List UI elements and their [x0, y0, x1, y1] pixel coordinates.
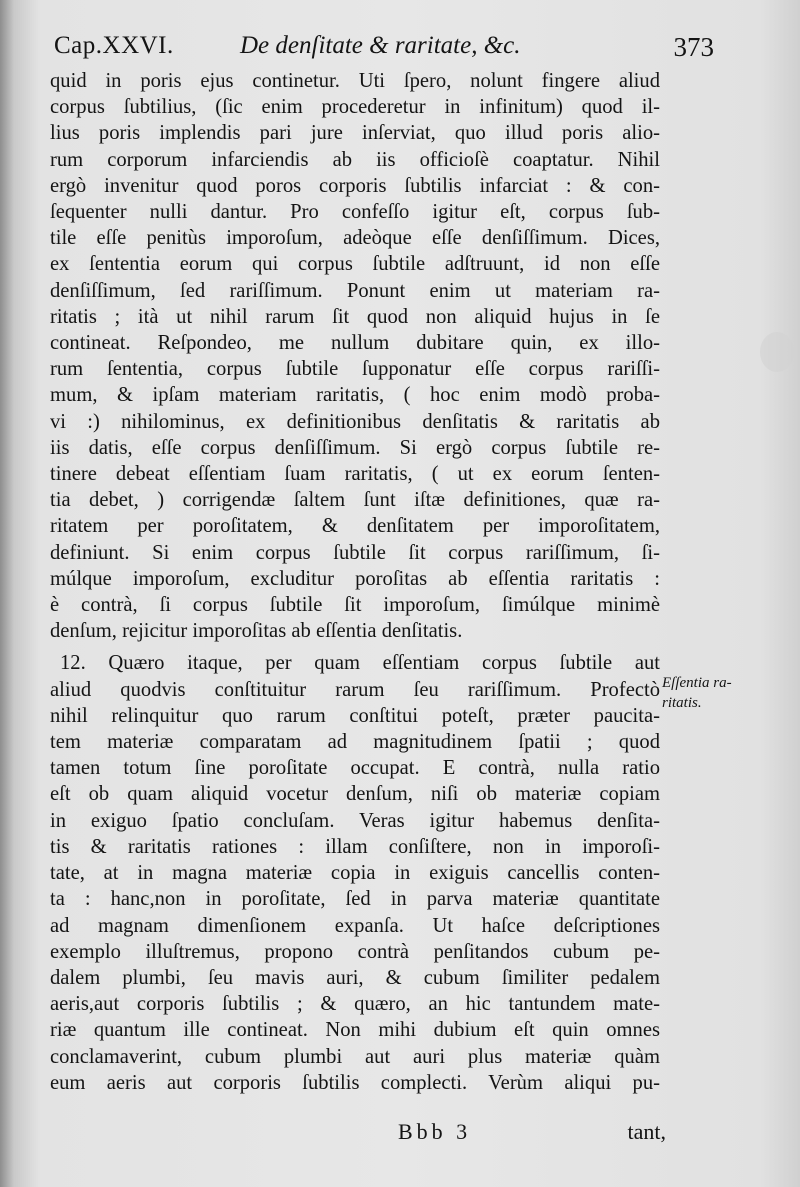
text-line: in exiguo ſpatio concluſam. Veras igitur habemus denſita- — [50, 809, 660, 832]
signature-mark: Bbb 3 — [398, 1119, 472, 1144]
text-line: ritatem per poroſitatem, & denſitatem per imporoſitatem, — [50, 515, 660, 538]
text-line: exemplo illuſtremus, propono contrà penſitandos cubum pe- — [50, 940, 660, 963]
text-line: ad magnam dimenſionem expanſa. Ut haſce deſcriptiones — [50, 914, 660, 937]
margin-note — [662, 673, 772, 713]
body-text — [50, 68, 660, 1096]
text-line: tia debet, ) corrigendæ ſaltem ſunt iſtæ definitiones, quæ ra- — [50, 489, 660, 512]
text-line: múlque imporoſum, excluditur poroſitas ab eſſentia raritatis : — [50, 567, 660, 590]
text-line: tinere debeat eſſentiam ſuam raritatis, ( ut ex eorum ſenten- — [50, 463, 660, 486]
text-line: iis datis, eſſe corpus denſiſſimum. Si ergò corpus ſubtile re- — [50, 436, 660, 459]
text-line: aeris,aut corporis ſubtilis ; & quæro, an hic tantundem mate- — [50, 993, 660, 1016]
running-title: De denſitate & raritate, &c. — [240, 32, 521, 59]
text-line: eſt ob quam aliquid vocetur denſum, niſi ob materiæ copiam — [50, 783, 660, 806]
text-line: denſiſſimum, ſed rariſſimum. Ponunt enim ut materiam ra- — [50, 279, 660, 302]
text-line: mum, & ipſam materiam raritatis, ( hoc enim modò proba- — [50, 384, 660, 407]
text-line: rum ſententia, corpus ſubtile ſupponatur eſſe corpus rariſſi- — [50, 358, 660, 381]
text-line: tis & raritatis rationes : illam conſiſtere, non in imporoſi- — [50, 835, 660, 858]
page-footer — [56, 1117, 666, 1151]
text-line: tate, at in magna materiæ copia in exiguis cancellis conten- — [50, 862, 660, 885]
text-line: tile eſſe penitùs imporoſum, adeòque eſſe denſiſſimum. Dices, — [50, 227, 660, 250]
text-line: ex ſententia eorum qui corpus ſubtile adſtruunt, id non eſſe — [50, 253, 660, 276]
text-line: contineat. Reſpondeo, me nullum dubitare quin, ex illo- — [50, 332, 660, 355]
text-line: tamen totum ſine poroſitate occupat. E contrà, nulla ratio — [50, 757, 660, 780]
catchword: tant, — [627, 1119, 666, 1144]
text-line: ta : hanc,non in poroſitate, ſed in parva materiæ quantitate — [50, 888, 660, 911]
text-line: dalem plumbi, ſeu mavis auri, & cubum ſimiliter pedalem — [50, 966, 660, 989]
text-line: ſequenter nulli dantur. Pro confeſſo igitur eſt, corpus ſub- — [50, 201, 660, 224]
margin-note-line: Eſſentia ra- — [662, 675, 732, 691]
page-number: 373 — [673, 32, 714, 62]
running-header — [54, 32, 714, 72]
text-line: denſum, rejicitur imporoſitas ab eſſentia denſitatis. — [50, 620, 463, 643]
text-line: riæ quantum ille contineat. Non mihi dubium eſt quin omnes — [50, 1019, 660, 1042]
text-line: definiunt. Si enim corpus ſubtile ſit corpus rariſſimum, ſi- — [50, 541, 660, 564]
text-line: tem materiæ comparatam ad magnitudinem ſpatii ; quod — [50, 731, 660, 754]
text-line: corpus ſubtilius, (ſic enim procederetur in infinitum) quod il- — [50, 96, 660, 119]
text-line: vi :) nihilominus, ex definitionibus denſitatis & raritatis ab — [50, 410, 660, 433]
text-line: eum aeris aut corporis ſubtilis complecti. Verùm aliqui pu- — [50, 1071, 660, 1094]
text-line: conclamaverint, cubum plumbi aut auri plus materiæ quàm — [50, 1045, 660, 1068]
chapter-label: Cap.XXVI. — [54, 32, 174, 59]
paragraph-start-line: 12. Quæro itaque, per quam eſſentiam corpus ſubtile aut — [60, 652, 660, 675]
text-line: aliud quodvis conſtituitur rarum ſeu rariſſimum. Profectò — [50, 678, 660, 701]
text-line: ergò invenitur quod poros corporis ſubtilis infarciat : & con- — [50, 174, 660, 197]
text-line: lius poris implendis pari jure inſerviat, quo illud poris alio- — [50, 122, 660, 145]
margin-note-line: ritatis. — [662, 695, 702, 711]
text-line: quid in poris ejus continetur. Uti ſpero, nolunt fingere aliud — [50, 70, 660, 92]
text-line: è contrà, ſi corpus ſubtile ſit imporoſum, ſimúlque minimè — [50, 594, 660, 617]
text-line: rum corporum infarciendis ab iis officioſè coaptatur. Nihil — [50, 148, 660, 171]
text-line: ritatis ; ità ut nihil rarum ſit quod non aliquid hujus in ſe — [50, 305, 660, 328]
paper-stain — [760, 332, 794, 372]
text-line: nihil relinquitur quo rarum conſtitui poteſt, præter paucita- — [50, 704, 660, 727]
